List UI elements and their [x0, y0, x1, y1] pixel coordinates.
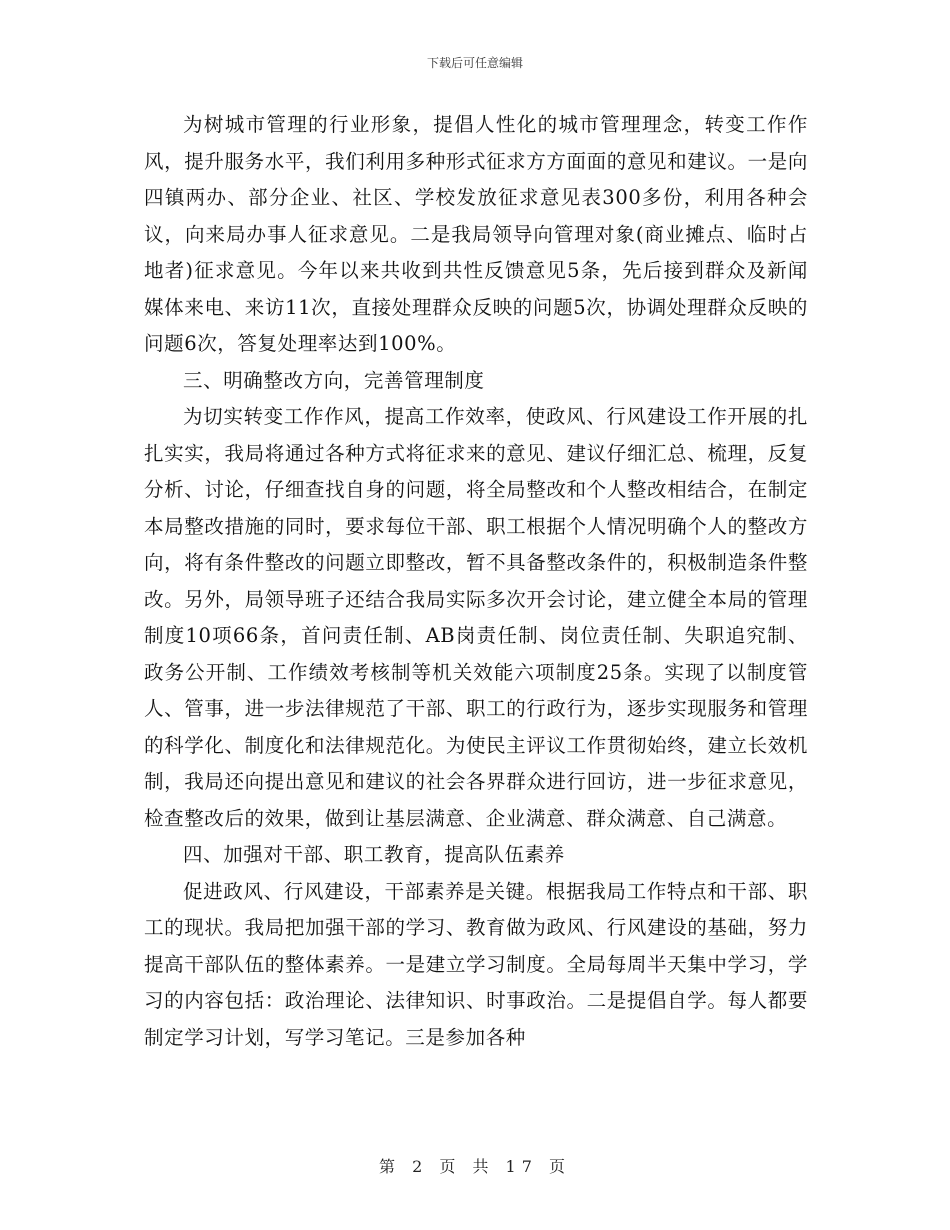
- section-heading-4: 四、加强对干部、职工教育，提高队伍素养: [183, 843, 565, 866]
- section-heading-3: 三、明确整改方向，完善管理制度: [183, 368, 485, 392]
- page-number-footer: 第 2 页 共 17 页: [379, 1157, 571, 1176]
- document-body: [144, 107, 808, 1056]
- page-header: 下载后可任意编辑: [426, 56, 523, 70]
- paragraph-staff-education: 促进政风、行风建设，干部素养是关键。根据我局工作特点和干部、职工的现状。我局把加强干部的学习、教育做为政风、行风建设的基础，努力提高干部队伍的整体素养。一是建立学习制度。全局每周半天集中学习，学习的内容包括：政治理论、法律知识、时事政治。二是提倡自学。每人都要制定学习计划，写学习笔记。三是参加各种: [144, 879, 808, 1049]
- paragraph-public-opinion: 为树城市管理的行业形象，提倡人性化的城市管理理念，转变工作作风，提升服务水平，我们利用多种形式征求方方面面的意见和建议。一是向四镇两办、部分企业、社区、学校发放征求意见表300多份，利用各种会议，向来局办事人征求意见。二是我局领导向管理对象(商业摊点、临时占地者)征求意见。今年以来共收到共性反馈意见5条，先后接到群众及新闻媒体来电、来访11次，直接处理群众反映的问题5次，协调处理群众反映的问题6次，答复处理率达到100%。: [144, 113, 808, 355]
- paragraph-rectification: 为切实转变工作作风，提高工作效率，使政风、行风建设工作开展的扎扎实实，我局将通过各种方式将征求来的意见、建议仔细汇总、梳理，反复分析、讨论，仔细查找自身的问题，将全局整改和个人整改相结合，在制定本局整改措施的同时，要求每位干部、职工根据个人情况明确个人的整改方向，将有条件整改的问题立即整改，暂不具备整改条件的，积极制造条件整改。另外，局领导班子还结合我局实际多次开会讨论，建立健全本局的管理制度10项66条，首问责任制、AB岗责任制、岗位责任制、失职追究制、政务公开制、工作绩效考核制等机关效能六项制度25条。实现了以制度管人、管事，进一步法律规范了干部、职工的行政行为，逐步实现服务和管理的科学化、制度化和法律规范化。为使民主评议工作贯彻始终，建立长效机制，我局还向提出意见和建议的社会各界群众进行回访，进一步征求意见，检查整改后的效果，做到让基层满意、企业满意、群众满意、自己满意。: [144, 405, 808, 830]
